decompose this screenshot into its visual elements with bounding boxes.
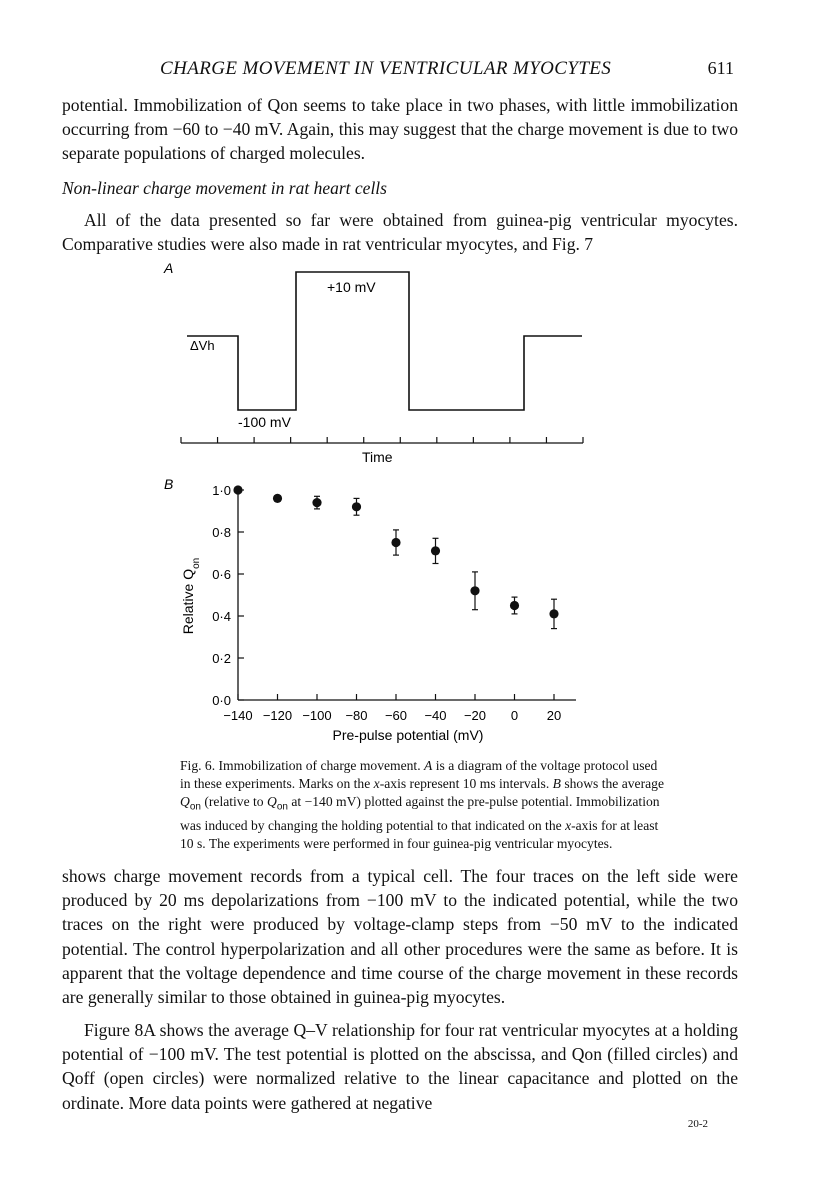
data-point	[431, 546, 440, 555]
y-tick-label: 0·8	[212, 525, 231, 540]
paragraph-4: Figure 8A shows the average Q–V relationship for four rat ventricular myocytes at a holding potential of −100 mV. The test potential is plotted on the abscissa, and Qon (filled circles) and Qoff (open circles) were normalized relative to the linear capacitance and plotted on the ordinate. More data points were gathered at negative	[62, 1020, 738, 1113]
x-tick-label: −20	[463, 708, 487, 723]
figure-caption	[180, 757, 706, 853]
x-tick-label: −60	[384, 708, 408, 723]
y-tick-label: 0·6	[212, 567, 231, 582]
caption-line-1: Fig. 6. Immobilization of charge movement. A is a diagram of the voltage protocol used	[180, 758, 658, 773]
data-point	[352, 502, 361, 511]
label-minus100mv: -100 mV	[238, 414, 291, 430]
voltage-protocol-trace	[187, 272, 582, 410]
y-tick-label: 0·2	[212, 651, 231, 666]
time-axis-ticks	[181, 437, 583, 443]
paragraph-2: All of the data presented so far were obtained from guinea-pig ventricular myocytes. Comparative studies were also made in rat ventricular myocytes, and Fig. 7	[62, 210, 738, 255]
x-tick-label: −100	[302, 708, 332, 723]
y-tick-label: 0·0	[212, 693, 231, 708]
panel-b-label: B	[164, 476, 174, 492]
caption-line-3: $Q_{on}$ (relative to $Q_{on}$ at −140 mV) plotted against the pre-pulse potential. Immobilization	[180, 794, 660, 813]
paragraph-1: potential. Immobilization of Qon seems to take place in two phases, with little immobilization occurring from −60 to −40 mV. Again, this may suggest that the charge movement is due to two separate populations of charged molecules.	[62, 95, 738, 164]
section-heading: Non-linear charge movement in rat heart cells	[62, 178, 387, 198]
caption-line-2: in these experiments. Marks on the x-axis represent 10 ms intervals. B shows the average	[180, 776, 664, 791]
data-point	[233, 485, 242, 494]
x-axis-label: Pre-pulse potential (mV)	[332, 727, 484, 743]
paragraph-3: shows charge movement records from a typical cell. The four traces on the left side were produced by 20 ms depolarizations from −100 mV to the indicated potential, while the two traces on the right were produced by voltage-clamp steps from −50 mV to the indicated potential. The control hyperpolarization and all other procedures were the same as before. It is apparent that the voltage dependence and time course of the charge movement in these records are generally similar to those obtained in guinea-pig myocytes.	[62, 866, 738, 1008]
data-point	[510, 601, 519, 610]
running-title: CHARGE MOVEMENT IN VENTRICULAR MYOCYTES	[160, 58, 612, 79]
data-point	[312, 498, 321, 507]
x-tick-label: −40	[424, 708, 447, 723]
label-delta-vh: ΔVh	[190, 338, 215, 353]
x-axis-ticks	[223, 694, 561, 723]
data-point	[273, 494, 282, 503]
y-axis-label: Relative $Q_{on}$	[180, 557, 202, 635]
x-tick-label: −80	[345, 708, 368, 723]
data-markers	[233, 485, 558, 628]
y-tick-label: 1·0	[212, 483, 231, 498]
data-point	[470, 586, 479, 595]
y-axis-ticks	[212, 483, 244, 708]
caption-line-4: was induced by changing the holding potential to that indicated on the x-axis for at least	[180, 817, 659, 833]
panel-a-label: A	[164, 260, 174, 276]
time-axis-label: Time	[362, 449, 393, 465]
data-point	[549, 609, 558, 618]
x-tick-label: −140	[223, 708, 253, 723]
x-tick-label: 20	[546, 708, 562, 723]
data-point	[391, 538, 400, 547]
label-plus10mv: +10 mV	[327, 279, 376, 295]
y-tick-label: 0·4	[212, 609, 231, 624]
page-number: 611	[707, 58, 734, 78]
caption-line-5: 10 s. The experiments were performed in four guinea-pig ventricular myocytes.	[180, 835, 613, 851]
signature-mark: 20-2	[687, 1118, 708, 1130]
x-tick-label: −120	[262, 708, 293, 723]
x-tick-label: 0	[510, 708, 519, 723]
